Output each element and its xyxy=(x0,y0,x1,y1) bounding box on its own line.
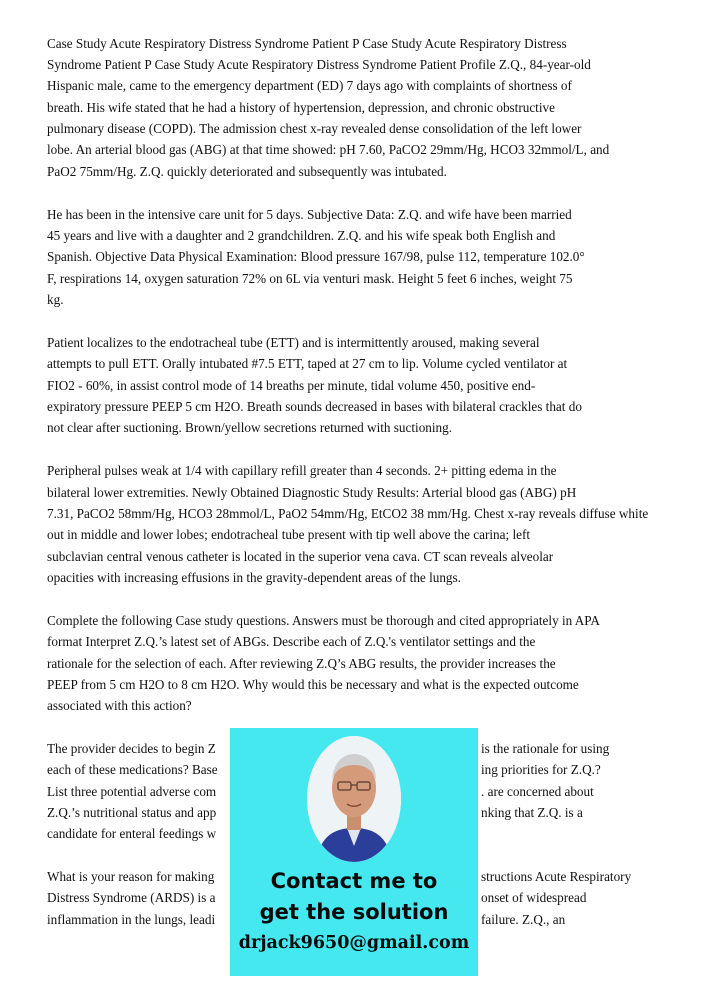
text-line: attempts to pull ETT. Orally intubated #7.5 ETT, taped at 27 cm to lip. Volume cycled ventilator at xyxy=(47,356,568,371)
text-line: failure. Z.Q., an xyxy=(481,912,566,927)
contact-promo-box[interactable] xyxy=(230,728,478,976)
text-line: F, respirations 14, oxygen saturation 72% on 6L via venturi mask. Height 5 feet 6 inches, weight 75 xyxy=(47,271,573,286)
text-line: What is your reason for making xyxy=(47,869,215,884)
text-line: subclavian central venous catheter is located in the superior vena cava. CT scan reveals alveolar xyxy=(47,549,554,564)
promo-email-link[interactable]: drjack9650@gmail.com xyxy=(238,933,470,953)
text-line: pulmonary disease (COPD). The admission chest x-ray revealed dense consolidation of the left lower xyxy=(47,121,582,136)
promo-title-line-1: Contact me to xyxy=(270,869,438,893)
text-line: PaO2 75mm/Hg. Z.Q. quickly deteriorated and subsequently was intubated. xyxy=(47,164,447,179)
text-line: 45 years and live with a daughter and 2 grandchildren. Z.Q. and his wife speak both English and xyxy=(47,228,556,243)
text-line: PEEP from 5 cm H2O to 8 cm H2O. Why would this be necessary and what is the expected outcome xyxy=(47,677,579,692)
text-line: bilateral lower extremities. Newly Obtained Diagnostic Study Results: Arterial blood gas (ABG) pH xyxy=(47,485,577,500)
text-line: rationale for the selection of each. After reviewing Z.Q’s ABG results, the provider increases the xyxy=(47,656,556,671)
text-line: Hispanic male, came to the emergency department (ED) 7 days ago with complaints of shortness of xyxy=(47,78,572,93)
text-line: The provider decides to begin Z xyxy=(47,741,216,756)
text-line: inflammation in the lungs, leadi xyxy=(47,912,216,927)
text-line: Syndrome Patient P Case Study Acute Respiratory Distress Syndrome Patient Profile Z.Q., 84-year-old xyxy=(47,57,591,72)
text-line: kg. xyxy=(47,292,64,307)
text-line: lobe. An arterial blood gas (ABG) at that time showed: pH 7.60, PaCO2 29mm/Hg, HCO3 32mmol/L, and xyxy=(47,142,610,157)
text-line: Spanish. Objective Data Physical Examination: Blood pressure 167/98, pulse 112, temperature 102.0° xyxy=(47,249,585,264)
text-line: FIO2 - 60%, in assist control mode of 14 breaths per minute, tidal volume 450, positive end- xyxy=(47,378,536,393)
text-line: associated with this action? xyxy=(47,698,192,713)
text-line: not clear after suctioning. Brown/yellow secretions returned with suctioning. xyxy=(47,420,453,435)
text-line: He has been in the intensive care unit for 5 days. Subjective Data: Z.Q. and wife have been married xyxy=(47,207,572,222)
text-line: List three potential adverse com xyxy=(47,784,217,799)
text-line: Complete the following Case study questions. Answers must be thorough and cited appropriately in APA xyxy=(47,613,600,628)
text-line: out in middle and lower lobes; endotracheal tube present with tip well above the carina; left xyxy=(47,527,531,542)
text-line: . are concerned about xyxy=(481,784,594,799)
text-line: nking that Z.Q. is a xyxy=(481,805,583,820)
text-line: 7.31, PaCO2 58mm/Hg, HCO3 28mmol/L, PaO2 54mm/Hg, EtCO2 38 mm/Hg. Chest x-ray reveals diffuse white xyxy=(47,506,649,521)
text-line: each of these medications? Base xyxy=(47,762,218,777)
text-line: Peripheral pulses weak at 1/4 with capillary refill greater than 4 seconds. 2+ pitting edema in the xyxy=(47,463,557,478)
text-line: onset of widespread xyxy=(481,890,587,905)
portrait-photo xyxy=(307,736,401,862)
text-line: Case Study Acute Respiratory Distress Syndrome Patient P Case Study Acute Respiratory Distress xyxy=(47,36,567,51)
text-line: breath. His wife stated that he had a history of hypertension, depression, and chronic obstructive xyxy=(47,100,555,115)
text-line: format Interpret Z.Q.’s latest set of ABGs. Describe each of Z.Q.'s ventilator settings and the xyxy=(47,634,536,649)
text-line: Patient localizes to the endotracheal tube (ETT) and is intermittently aroused, making several xyxy=(47,335,540,350)
text-line: Distress Syndrome (ARDS) is a xyxy=(47,890,216,905)
text-line: Z.Q.’s nutritional status and app xyxy=(47,805,217,820)
text-line: ing priorities for Z.Q.? xyxy=(481,762,601,777)
text-line: is the rationale for using xyxy=(481,741,610,756)
person-portrait-icon xyxy=(307,736,401,862)
text-line: expiratory pressure PEEP 5 cm H2O. Breath sounds decreased in bases with bilateral crackles that do xyxy=(47,399,582,414)
promo-title-line-2: get the solution xyxy=(259,900,449,924)
text-line: candidate for enteral feedings w xyxy=(47,826,217,841)
text-line: structions Acute Respiratory xyxy=(481,869,632,884)
text-line: opacities with increasing effusions in the gravity-dependent areas of the lungs. xyxy=(47,570,461,585)
